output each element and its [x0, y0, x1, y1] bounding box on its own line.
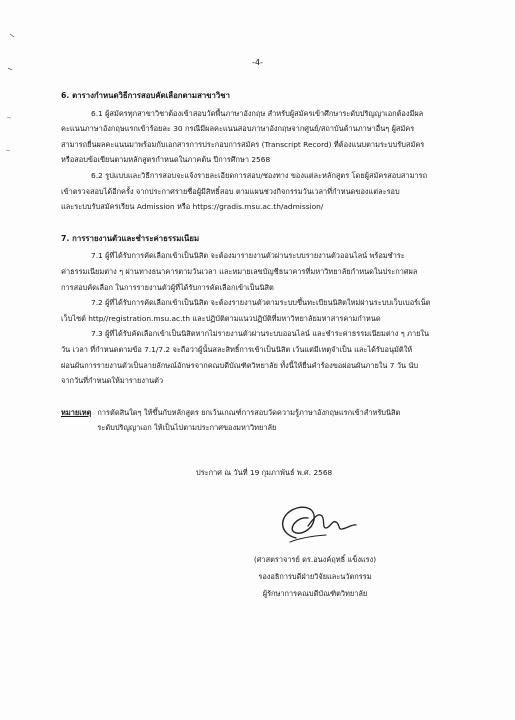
text-line: 7.2 ผู้ที่ได้รับการคัดเลือกเข้าเป็นนิสิต จะต้องรายงานตัวตามระบบขึ้นทะเบียนนิสิตใหม่ผ่านระบบเว็บเบอร์เน็ต	[91, 298, 431, 308]
spacer	[61, 215, 471, 231]
text-line: วัน เวลา ที่กำหนดตามข้อ 7.1/7.2 จะถือว่าผู้นั้นสละสิทธิ์การเข้าเป็นนิสิต เว้นแต่มีเหตุจำเป็น และได้รับอนุมัติให้	[61, 344, 413, 354]
text-line: ผ่อนผันการรายงานตัวเป็นลายลักษณ์อักษรจากคณบดีบัณฑิตวิทยาลัย ทั้งนี้ให้ยื่นคำร้องขอผ่อนผันภายใน 7 วัน นับ	[61, 360, 419, 370]
text-line: จากวันที่กำหนดให้มารายงานตัว	[61, 376, 164, 386]
announcement-date: ประกาศ ณ วันที่ 19 กุมภาพันธ์ พ.ศ. 2568	[196, 468, 333, 477]
section-7-2-paragraph	[61, 295, 471, 326]
section-7-3-paragraph	[61, 326, 471, 388]
text-line: การสอบคัดเลือก ในการรายงานตัวผู้ที่ได้รับการคัดเลือกเข้าเป็นนิสิต	[61, 282, 274, 292]
section-7-heading: 7. การรายงานตัวและชำระค่าธรรมเนียม	[61, 233, 200, 243]
signatory-name: (ศาสตราจารย์ ดร.อนงค์ฤทธิ์ แข็งแรง)	[253, 555, 377, 564]
text-line: 7.1 ผู้ที่ได้รับการคัดเลือกเข้าเป็นนิสิต จะต้องมารายงานตัวผ่านระบบรายงานตัวออนไลน์ พร้อมชำระ	[91, 251, 405, 261]
remark	[61, 405, 471, 436]
spacer	[61, 389, 471, 405]
handwritten-signature	[270, 498, 360, 548]
text-line: เว็บไซต์ http//registration.msu.ac.th และปฏิบัติตามแนวปฏิบัติที่มหาวิทยาลัยมหาสารคามกำหนด	[61, 313, 381, 323]
text-line: 6.2 รูปแบบและวิธีการสอบจะแจ้งรายละเอียดการสอบ/ช่องทาง ของแต่ละหลักสูตร โดยผู้สมัครสอบสามารถ	[91, 170, 428, 180]
text-line: ระดับปริญญาเอก ให้เป็นไปตามประกาศของมหาวิทยาลัย	[97, 423, 277, 433]
page-number: -4-	[252, 58, 263, 67]
section-6-1-paragraph	[61, 106, 471, 168]
text-line: 7.3 ผู้ที่ได้รับคัดเลือกเข้าเป็นนิสิตหากไม่รายงานตัวผ่านระบบออนไลน์ และชำระค่าธรรมเนียมต่าง ๆ ภายใน	[91, 329, 430, 339]
text-line: เข้าตรวจสอบได้อีกครั้ง จากประกาศรายชื่อผู้มีสิทธิ์สอบ ตามแผนช่วงกิจกรรมวันเวลาที่กำหนดของแต่ละรอบ	[61, 186, 400, 196]
remark-label: หมายเหตุ	[61, 407, 92, 417]
section-6-2-paragraph	[61, 168, 471, 215]
text-line: 6.1 ผู้สมัครทุกสาขาวิชาต้องเข้าสอบวัดพื้นภาษาอังกฤษ สำหรับผู้สมัครเข้าศึกษาระดับปริญญาเอกต้องมีผล	[91, 108, 424, 118]
text-line: และระบบรับสมัครเรียน Admission หรือ https://gradis.msu.ac.th/admission/	[61, 202, 324, 212]
text-line: คะแนนภาษาอังกฤษแรกเข้าร้อยละ 30 กรณีมีผลคะแนนสอบภาษาอังกฤษจากศูนย์/สถาบันด้านภาษาอื่นๆ ผู้สมัคร	[61, 124, 415, 134]
document-body	[61, 88, 471, 436]
text-line: สามารถยื่นผลคะแนนมาพร้อมกับเอกสารการประกอบการสมัคร (Transcript Record) ที่ต้องแนบตามระบบรับสมัคร	[61, 139, 425, 149]
section-7-1-paragraph	[61, 248, 471, 295]
text-line: ค่าธรรมเนียมต่าง ๆ ผ่านทางธนาคารตามวันเวลา และหมายเลขบัญชีธนาคารที่มหาวิทยาลัยกำหนดในประกาศผล	[61, 266, 418, 276]
signatory-block	[220, 551, 410, 602]
signatory-title: รองอธิการบดีฝ่ายวิจัยและนวัตกรรม	[258, 572, 372, 581]
text-line: หรือสอบข้อเขียนตามหลักสูตรกำหนดในภาคต้น ปีการศึกษา 2568	[61, 155, 271, 165]
text-line: การตัดสินใดๆ ให้ขึ้นกับหลักสูตร ยกเว้นเกณฑ์การสอบวัดความรู้ภาษาอังกฤษแรกเข้าสำหรับนิสิต	[97, 407, 401, 417]
section-6-heading: 6. ตารางกำหนดวิธีการสอบคัดเลือกตามสาขาวิชา	[61, 91, 230, 100]
signatory-acting-title: ผู้รักษาการคณบดีบัณฑิตวิทยาลัย	[262, 589, 368, 598]
remark-text	[97, 405, 400, 436]
